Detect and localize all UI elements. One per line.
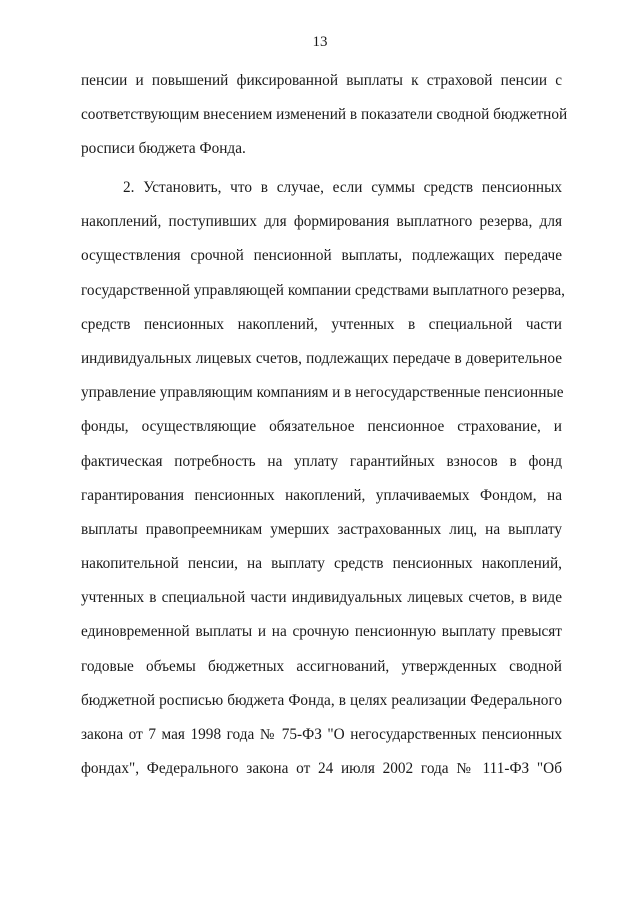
text-line: накоплений, поступивших для формирования выплатного резерва, для — [81, 213, 562, 231]
text-line: фондах", Федерального закона от 24 июля 2002 года № 111-ФЗ "Об — [81, 760, 562, 778]
text-line: соответствующим внесением изменений в показатели сводной бюджетной — [81, 106, 568, 124]
text-line: единовременной выплаты и на срочную пенсионную выплату превысят — [81, 623, 562, 641]
text-line: бюджетной росписью бюджета Фонда, в целях реализации Федерального — [81, 691, 562, 709]
text-line: росписи бюджета Фонда. — [81, 140, 246, 158]
text-line: средств пенсионных накоплений, учтенных в специальной части — [81, 315, 562, 333]
paragraph-continuation — [81, 64, 568, 167]
text-line: осуществления срочной пенсионной выплаты, подлежащих передаче — [81, 247, 562, 265]
text-line: фактическая потребность на уплату гарантийных взносов в фонд — [81, 452, 562, 470]
text-line: годовые объемы бюджетных ассигнований, утвержденных сводной — [81, 657, 562, 675]
text-line: управление управляющим компаниям и в негосударственные пенсионные — [81, 384, 564, 402]
text-line: 2. Установить, что в случае, если суммы средств пенсионных — [123, 179, 562, 196]
text-line: гарантирования пенсионных накоплений, уплачиваемых Фондом, на — [81, 486, 562, 504]
text-line: индивидуальных лицевых счетов, подлежащих передаче в доверительное — [81, 349, 562, 367]
text-line: пенсии и повышений фиксированной выплаты к страховой пенсии с — [81, 72, 562, 89]
text-line: фонды, осуществляющие обязательное пенсионное страхование, и — [81, 418, 562, 436]
text-line: закона от 7 мая 1998 года № 75-ФЗ "О негосударственных пенсионных — [81, 726, 562, 743]
text-line: накопительной пенсии, на выплату средств пенсионных накоплений, — [81, 555, 562, 573]
paragraph-item-2 — [81, 171, 565, 786]
text-line: государственной управляющей компании средствами выплатного резерва, — [81, 281, 565, 299]
page-number: 13 — [312, 34, 328, 50]
text-line: учтенных в специальной части индивидуальных лицевых счетов, в виде — [81, 589, 562, 607]
text-line: выплаты правопреемникам умерших застрахованных лиц, на выплату — [81, 520, 562, 538]
